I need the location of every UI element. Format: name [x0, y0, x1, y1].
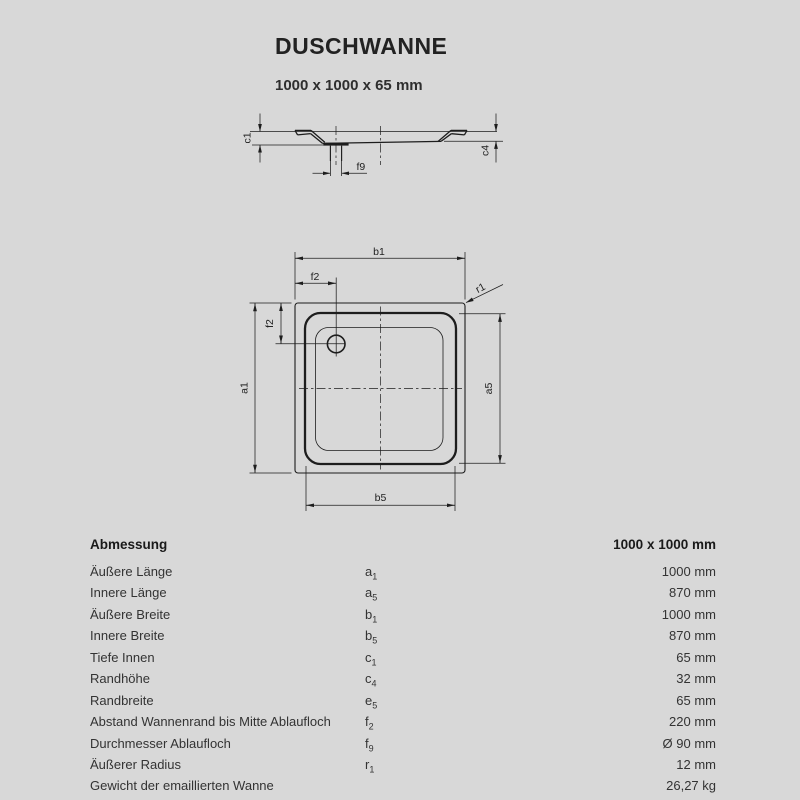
row-label: Äußere Breite	[90, 606, 171, 622]
table-row	[90, 625, 716, 646]
row-value: 1000 mm	[661, 606, 716, 622]
row-label: Randhöhe	[90, 671, 150, 687]
table-header-label: Abmessung	[90, 537, 168, 552]
row-label: Randbreite	[90, 692, 154, 708]
table-row	[90, 733, 716, 754]
table-row	[90, 754, 716, 775]
row-symbol: $c_4$	[365, 671, 377, 689]
row-label: Durchmesser Ablaufloch	[90, 735, 231, 751]
row-value: 32 mm	[676, 671, 716, 687]
row-value: 1000 mm	[661, 564, 716, 579]
row-label: Äußere Länge	[90, 564, 173, 579]
dim-label-b5: b5	[374, 492, 387, 504]
side-view	[242, 114, 504, 177]
row-value: 26,27 kg	[666, 778, 716, 794]
table-row	[90, 647, 716, 668]
row-label: Äußerer Radius	[90, 756, 182, 772]
dimensions-table	[90, 536, 716, 797]
dim-label-f9: f9	[356, 161, 366, 173]
table-row	[90, 668, 716, 689]
row-symbol: $f_2$	[365, 714, 374, 732]
row-label: Innere Länge	[90, 585, 167, 601]
table-row	[90, 604, 716, 625]
row-label: Gewicht der emaillierten Wanne	[90, 778, 274, 794]
row-value: 65 mm	[676, 692, 716, 708]
dim-label-f2-left: f2	[264, 319, 276, 328]
table-row	[90, 690, 716, 711]
top-view	[239, 246, 506, 511]
dim-label-c1: c1	[241, 132, 254, 144]
row-symbol: $a_1$	[365, 564, 378, 582]
dim-label-a5: a5	[483, 382, 495, 395]
row-value: 220 mm	[669, 714, 716, 730]
row-symbol: $b_1$	[365, 606, 378, 625]
table-row	[90, 775, 716, 796]
row-symbol: $r_1$	[365, 756, 375, 775]
table-header-value: 1000 x 1000 mm	[613, 537, 716, 552]
page-subtitle: 1000 x 1000 x 65 mm	[275, 77, 423, 94]
row-value: 12 mm	[676, 756, 716, 772]
table-row	[90, 561, 716, 582]
dim-label-f2-top: f2	[310, 270, 320, 283]
row-label: Tiefe Innen	[90, 649, 155, 665]
dim-label-a1: a1	[238, 382, 251, 394]
dim-label-r1: r1	[473, 280, 488, 296]
row-value: 870 mm	[669, 628, 716, 644]
row-symbol: $c_1$	[365, 649, 377, 668]
dim-label-b1: b1	[373, 246, 385, 258]
row-symbol: $b_5$	[365, 628, 378, 646]
row-symbol: $e_5$	[365, 692, 378, 711]
row-label: Innere Breite	[90, 628, 165, 644]
row-value: 870 mm	[669, 585, 716, 601]
dim-label-c4: c4	[479, 144, 492, 157]
table-header	[90, 536, 716, 561]
row-label: Abstand Wannenrand bis Mitte Ablaufloch	[90, 714, 331, 730]
row-symbol: $a_5$	[365, 585, 378, 604]
table-row	[90, 711, 716, 732]
table-row	[90, 582, 716, 603]
row-value: 65 mm	[676, 649, 716, 665]
page-title: DUSCHWANNE	[275, 33, 448, 59]
row-symbol: $f_9$	[365, 735, 374, 754]
row-value: Ø 90 mm	[662, 735, 716, 751]
table-rows	[90, 561, 716, 797]
